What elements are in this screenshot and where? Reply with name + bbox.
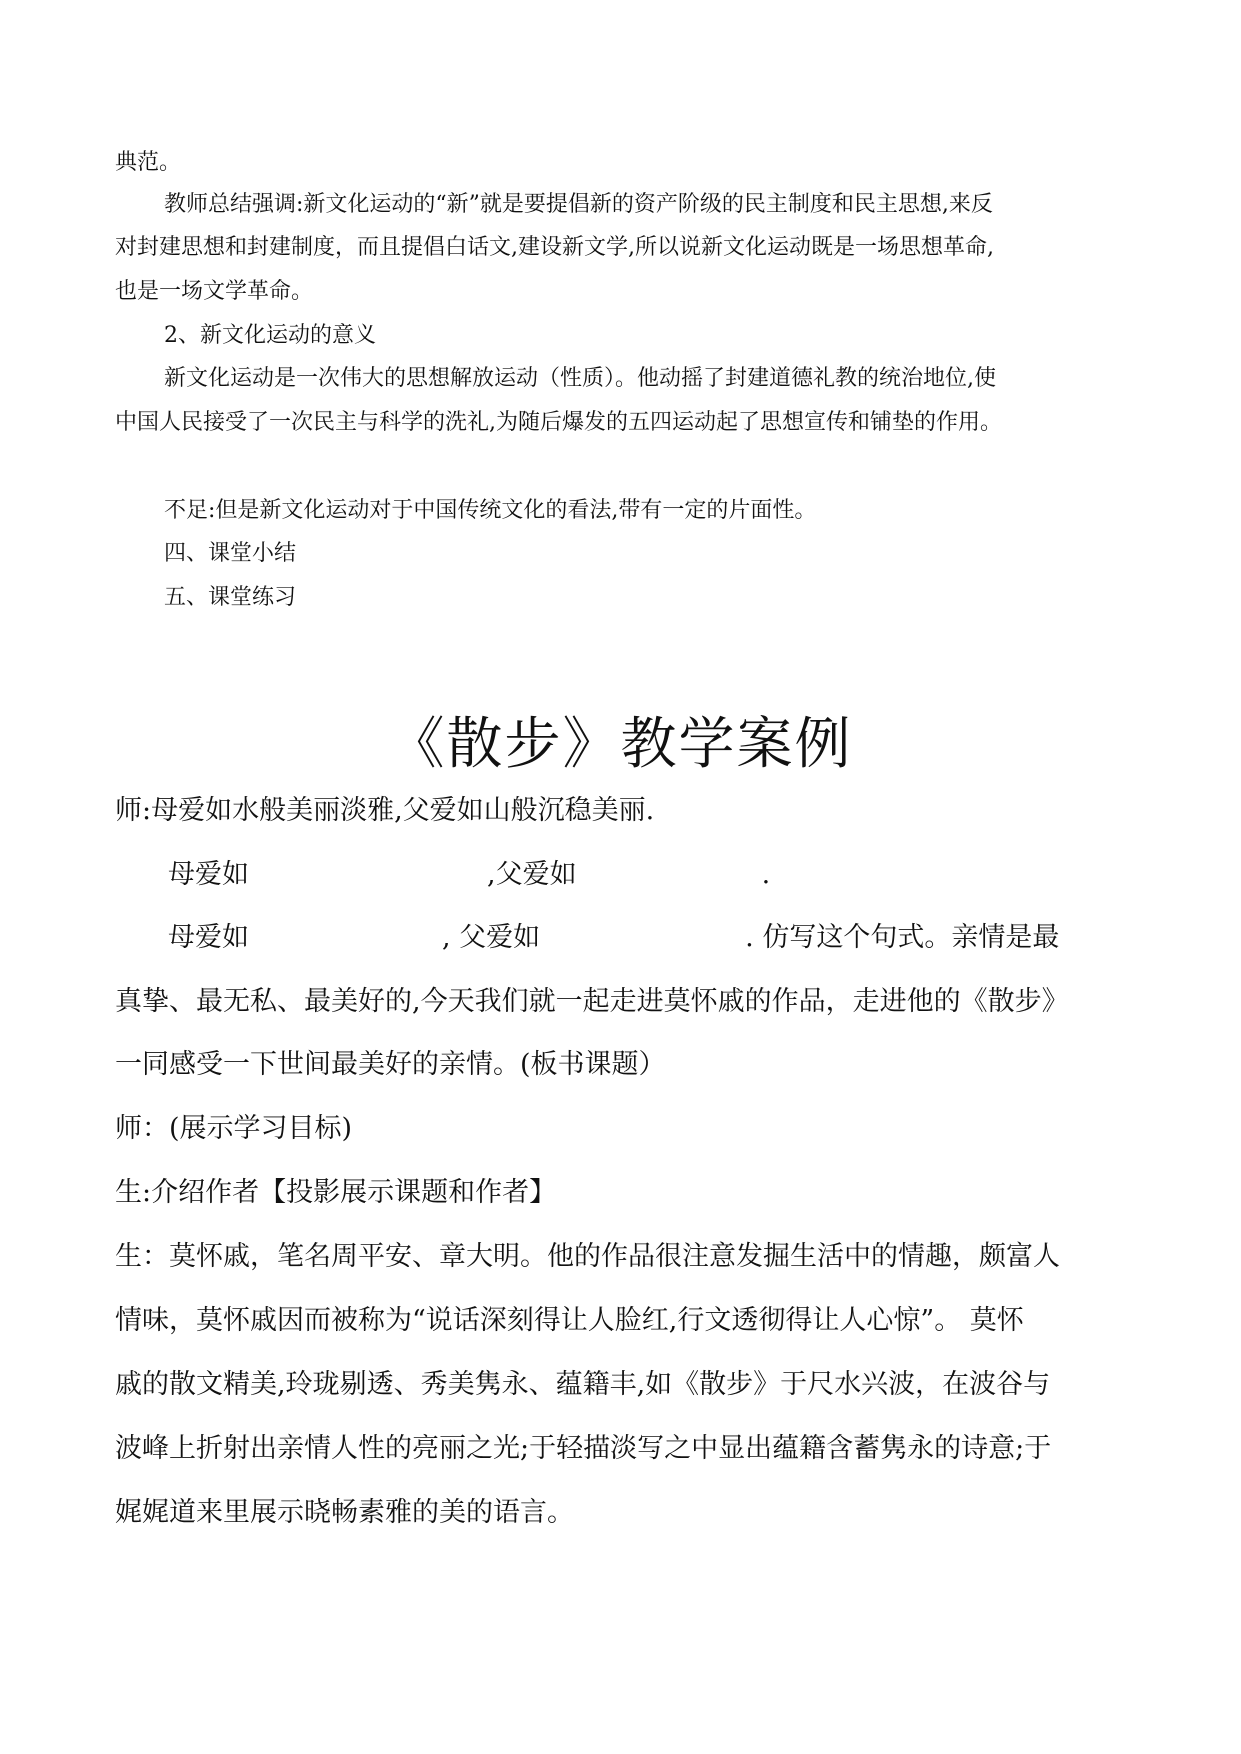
fill-in-line-2 — [168, 915, 1059, 954]
author-paragraph-line: 波峰上折射出亲情人性的亮丽之光;于轻描淡写之中显出蕴籍含蓄隽永的诗意;于 — [115, 1433, 1052, 1464]
text-line: 典范。 — [115, 150, 182, 175]
fill-in-text: , 父爱如 — [442, 922, 541, 953]
fill-in-line-1 — [168, 852, 770, 891]
fill-in-text: 母爱如 — [168, 859, 249, 890]
fill-in-text: . 仿写这个句式。亲情是最 — [745, 922, 1060, 953]
significance-heading: 2、新文化运动的意义 — [164, 323, 376, 348]
significance-line: 中国人民接受了一次民主与科学的洗礼,为随后爆发的五四运动起了思想宣传和铺垫的作用。 — [115, 410, 1002, 435]
fill-in-text: . — [761, 859, 771, 890]
section-heading: 四、课堂小结 — [164, 541, 297, 566]
author-intro-line: 生:介绍作者【投影展示课题和作者】 — [115, 1177, 557, 1208]
shortcoming-line: 不足:但是新文化运动对于中国传统文化的看法,带有一定的片面性。 — [164, 498, 817, 523]
fill-in-text: 母爱如 — [168, 922, 249, 953]
intro-line: 真挚、最无私、最美好的,今天我们就一起走进莫怀戚的作品，走进他的《散步》 — [115, 986, 1069, 1017]
summary-line: 对封建思想和封建制度，而且提倡白话文,建设新文学,所以说新文化运动既是一场思想革命, — [115, 235, 994, 260]
lesson-title: 《散步》教学案例 — [388, 712, 853, 777]
teacher-intro: 师:母爱如水般美丽淡雅,父爱如山般沉稳美丽. — [115, 795, 655, 826]
section-heading: 五、课堂练习 — [164, 585, 297, 610]
author-paragraph-line: 戚的散文精美,玲珑剔透、秀美隽永、蕴籍丰,如《散步》于尺水兴波，在波谷与 — [115, 1369, 1051, 1400]
significance-line: 新文化运动是一次伟大的思想解放运动（性质）。他动摇了封建道德礼教的统治地位,使 — [164, 366, 996, 391]
author-paragraph-line: 情味，莫怀戚因而被称为“说话深刻得让人脸红,行文透彻得让人心惊”。 莫怀 — [115, 1305, 1024, 1336]
intro-line: 一同感受一下世间最美好的亲情。(板书课题） — [115, 1049, 666, 1080]
summary-line: 也是一场文学革命。 — [115, 279, 314, 304]
goals-line: 师：(展示学习目标) — [115, 1113, 353, 1144]
author-paragraph-line: 娓娓道来里展示晓畅素雅的美的语言。 — [115, 1497, 574, 1528]
fill-in-text: ,父爱如 — [487, 859, 577, 890]
author-paragraph-line: 生：莫怀戚，笔名周平安、章大明。他的作品很注意发掘生活中的情趣，颇富人 — [115, 1241, 1060, 1272]
summary-line: 教师总结强调:新文化运动的“新”就是要提倡新的资产阶级的民主制度和民主思想,来反 — [164, 192, 993, 217]
